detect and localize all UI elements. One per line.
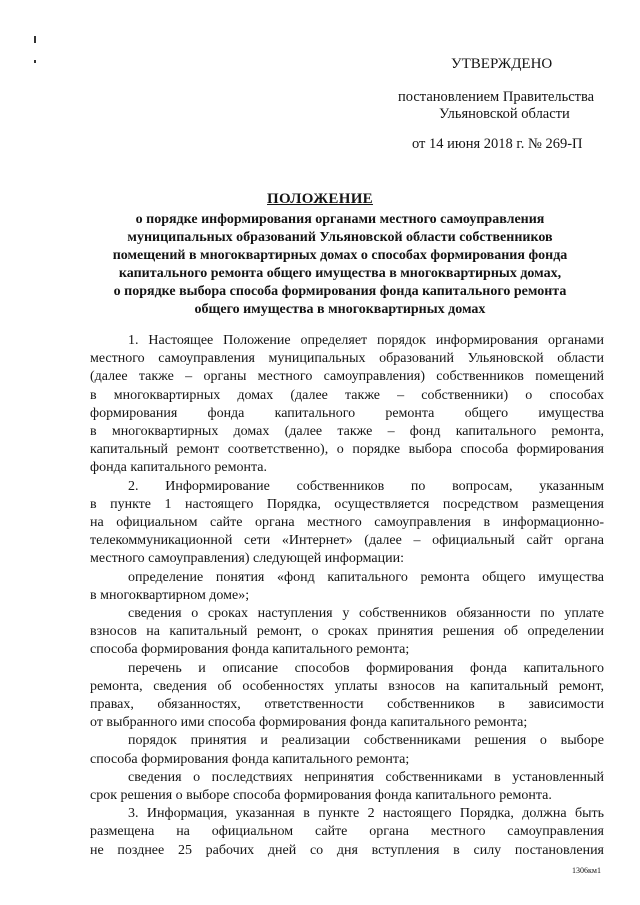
- body-line: фонда капитального ремонта.: [90, 460, 267, 476]
- body-line: не позднее 25 рабочих дней со дня вступления в силу постановления: [90, 842, 604, 858]
- body-line: порядок принятия и реализации собственниками решения о выборе: [128, 733, 604, 749]
- body-line: правах, обязанностях, ответственности собственников в зависимости: [90, 697, 604, 713]
- body-line: 1. Настоящее Положение определяет порядок информирования органами: [128, 333, 604, 348]
- body-line: способа формирования фонда капитального ремонта;: [90, 642, 410, 658]
- body-line: в многоквартирных домах (далее также – собственники) о способах: [90, 387, 604, 403]
- body-line: на официальном сайте органа местного самоуправления в информационно-: [90, 515, 604, 531]
- subtitle-line: помещений в многоквартирных домах о способах формирования фонда: [112, 248, 568, 263]
- subtitle-line: о порядке выбора способа формирования фонда капитального ремонта: [113, 284, 567, 299]
- body-line: телекоммуникационной сети «Интернет» (далее – официальный сайт органа: [90, 533, 604, 549]
- margin-mark: [34, 36, 36, 43]
- approval-line: постановлением Правительства: [398, 89, 595, 105]
- body-line: (далее также – органы местного самоуправления) собственников помещений: [90, 369, 604, 385]
- footer-code: 1306км1: [572, 866, 601, 875]
- body-line: определение понятия «фонд капитального ремонта общего имущества: [128, 569, 604, 585]
- body-line: 3. Информация, указанная в пункте 2 настоящего Порядка, должна быть: [128, 806, 604, 822]
- subtitle-line: общего имущества в многоквартирных домах: [194, 302, 486, 317]
- body-line: размещена на официальном сайте органа местного самоуправления: [90, 824, 604, 840]
- body-line: в пункте 1 настоящего Порядка, осуществляется посредством размещения: [90, 496, 604, 512]
- body-line: местного самоуправления муниципальных образований Ульяновской области: [90, 351, 604, 367]
- body-line: в многоквартирном доме»;: [90, 587, 250, 603]
- margin-mark: [34, 60, 36, 63]
- subtitle-line: муниципальных образований Ульяновской области собственников: [127, 230, 553, 245]
- approval-date: от 14 июня 2018 г. № 269-П: [412, 136, 583, 152]
- subtitle-line: о порядке информирования органами местного самоуправления: [135, 212, 545, 227]
- body-line: от выбранного ими способа формирования фонда капитального ремонта;: [90, 715, 528, 731]
- body-line: в многоквартирных домах (далее также – фонд капитального ремонта,: [90, 424, 604, 440]
- body-line: 2. Информирование собственников по вопросам, указанным: [128, 478, 604, 494]
- body-line: капитальный ремонт соответственно), о порядке выбора способа формирования: [90, 442, 604, 458]
- document-subtitle: [60, 211, 620, 319]
- body-line: способа формирования фонда капитального ремонта;: [90, 751, 410, 767]
- body-line: сведения о последствиях непринятия собственниками в установленный: [128, 769, 604, 785]
- approval-stamp: УТВЕРЖДЕНО: [451, 56, 553, 72]
- document-body: [90, 332, 604, 860]
- body-line: местного самоуправления) следующей информации:: [90, 551, 404, 567]
- body-line: сведения о сроках наступления у собственников обязанности по уплате: [128, 606, 604, 622]
- body-line: формирования фонда капитального ремонта общего имущества: [90, 405, 604, 421]
- body-line: перечень и описание способов формирования фонда капитального: [128, 660, 604, 676]
- body-line: срок решения о выборе способа формирования фонда капитального ремонта.: [90, 788, 552, 804]
- body-line: взносов на капитальный ремонт, о сроках принятия решения об определении: [90, 624, 604, 640]
- document-title: ПОЛОЖЕНИЕ: [267, 191, 373, 207]
- subtitle-line: капитального ремонта общего имущества в многоквартирных домах,: [118, 266, 562, 281]
- body-line: ремонта, сведения об особенностях уплаты взносов на капитальный ремонт,: [90, 678, 604, 694]
- approval-line: Ульяновской области: [439, 106, 570, 122]
